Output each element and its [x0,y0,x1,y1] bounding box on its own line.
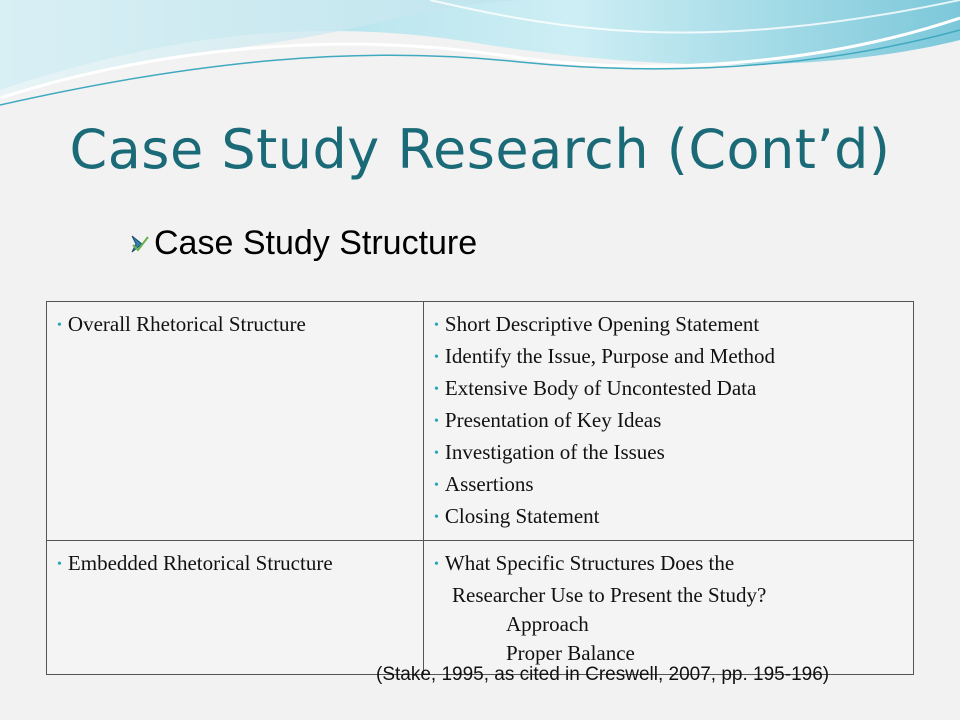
list-item [434,374,905,406]
dot-icon: • [434,446,439,461]
table-cell-left [47,302,424,541]
list-item-text: What Specific Structures Does the [444,551,735,575]
dot-icon: • [57,318,62,333]
list-item-text: Assertions [444,472,534,496]
list-item [434,406,905,438]
list-item-text: Investigation of the Issues [444,440,665,464]
dot-icon: • [434,318,439,333]
subtitle-text: Case Study Structure [154,224,478,262]
list-item-text: Identify the Issue, Purpose and Method [444,344,776,368]
list-item-text: Presentation of Key Ideas [444,408,662,432]
dot-icon: • [434,510,439,525]
sub-item: Approach [506,612,589,636]
slide-title: Case Study Research (Cont’d) [69,118,891,181]
list-item [434,470,905,502]
row-label: Embedded Rhetorical Structure [67,551,333,575]
citation: (Stake, 1995, as cited in Creswell, 2007, pp. 195-196) [376,664,830,685]
dot-icon: • [434,414,439,429]
list-item-continuation: Researcher Use to Present the Study? [452,583,767,607]
list-item [434,438,905,470]
list-item [434,549,905,581]
table-cell-left [47,541,424,675]
row-label: Overall Rhetorical Structure [67,312,306,336]
list-item [57,310,415,342]
table-cell-right [424,541,914,675]
table-cell-right [424,302,914,541]
header-wave-decoration [0,0,960,120]
table-row [47,302,914,541]
structure-table [46,301,914,675]
list-item [434,310,905,342]
dot-icon: • [434,478,439,493]
list-item [434,502,905,534]
dot-icon: • [434,557,439,572]
dot-icon: • [434,382,439,397]
sub-item: Proper Balance [506,641,635,665]
list-item-text: Extensive Body of Uncontested Data [444,376,757,400]
list-item-text: Closing Statement [444,504,600,528]
subtitle [130,224,477,263]
dot-icon: • [57,557,62,572]
list-item [434,342,905,374]
arrow-check-icon [130,233,150,255]
dot-icon: • [434,350,439,365]
table-row [47,541,914,675]
list-item [57,549,415,581]
list-item-text: Short Descriptive Opening Statement [444,312,760,336]
